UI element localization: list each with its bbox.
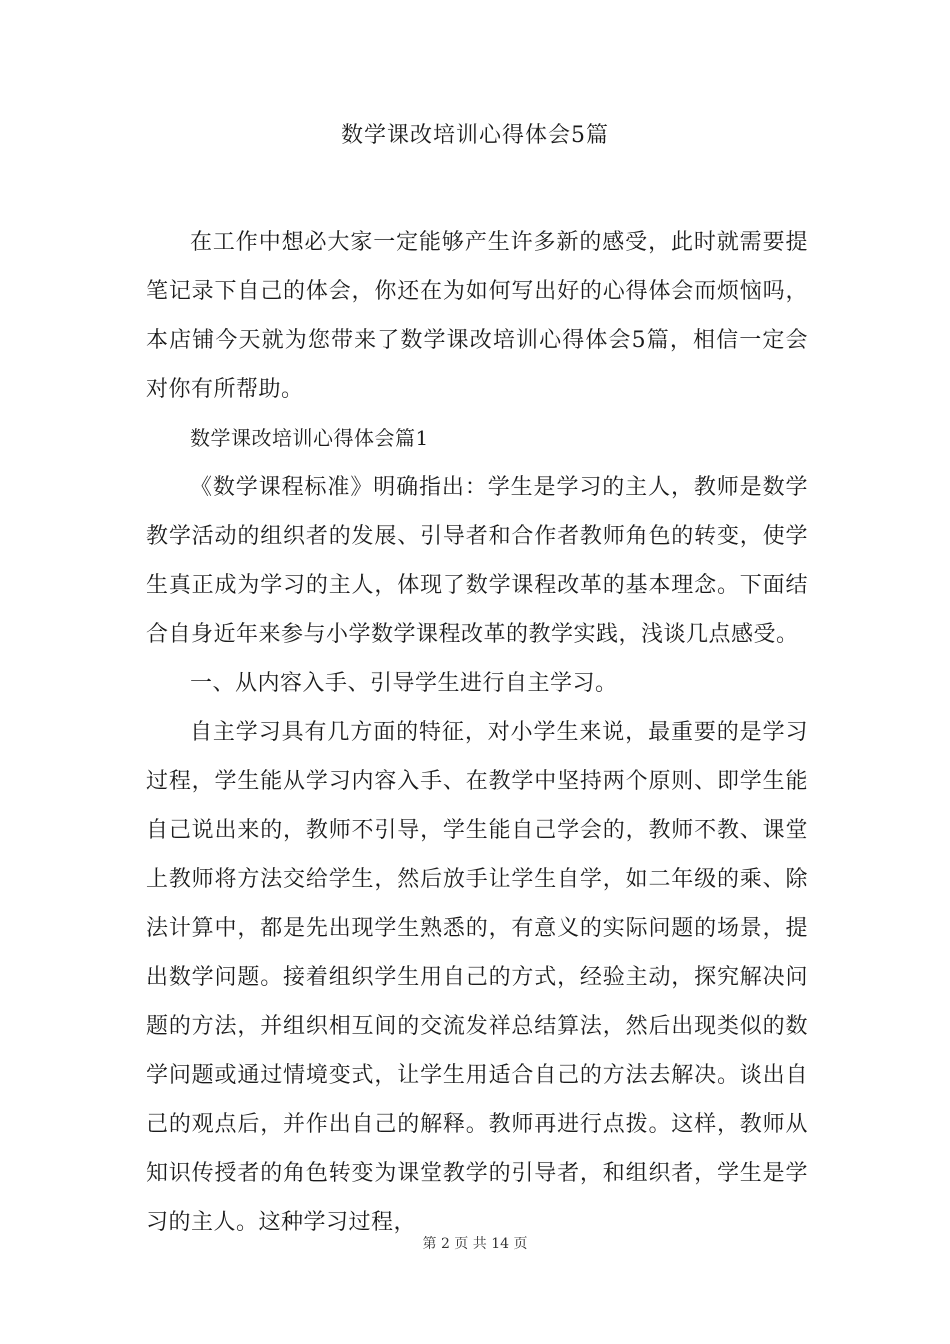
body-paragraph: 自主学习具有几方面的特征，对小学生来说，最重要的是学习过程，学生能从学习内容入手、在教学中坚持两个原则、即学生能自己说出来的，教师不引导，学生能自己学会的，教师不教、课堂上教师将方法交给学生，然后放手让学生自学，如二年级的乘、除法计算中，都是先出现学生熟悉的，有意义的实际问题的场景，提出数学问题。接着组织学生用自己的方式，经验主动，探究解决问题的方法，并组织相互间的交流发祥总结算法，然后出现类似的数学问题或通过情境变式，让学生用适合自己的方法去解决。谈出自己的观点后，并作出自己的解释。教师再进行点拨。这样，教师从知识传授者的角色转变为课堂教学的引导者，和组织者，学生是学习的主人。这种学习过程， <box>146 720 808 1235</box>
subsection-heading: 一、从内容入手、引导学生进行自主学习。 <box>190 671 618 696</box>
page-number-footer: 第 2 页 共 14 页 <box>422 1236 528 1252</box>
intro-paragraph: 在工作中想必大家一定能够产生许多新的感受，此时就需要提笔记录下自己的体会，你还在为如何写出好的心得体会而烦恼吗，本店铺今天就为您带来了数学课改培训心得体会5篇，相信一定会对你有所帮助。 <box>146 230 808 402</box>
document-body <box>146 218 808 1247</box>
body-paragraph: 《数学课程标准》明确指出：学生是学习的主人，教师是数学教学活动的组织者的发展、引导者和合作者教师角色的转变，使学生真正成为学习的主人，体现了数学课程改革的基本理念。下面结合自身近年来参与小学数学课程改革的教学实践，浅谈几点感受。 <box>146 475 808 647</box>
section-heading: 数学课改培训心得体会篇1 <box>190 426 429 450</box>
document-title: 数学课改培训心得体会5篇 <box>341 123 609 148</box>
